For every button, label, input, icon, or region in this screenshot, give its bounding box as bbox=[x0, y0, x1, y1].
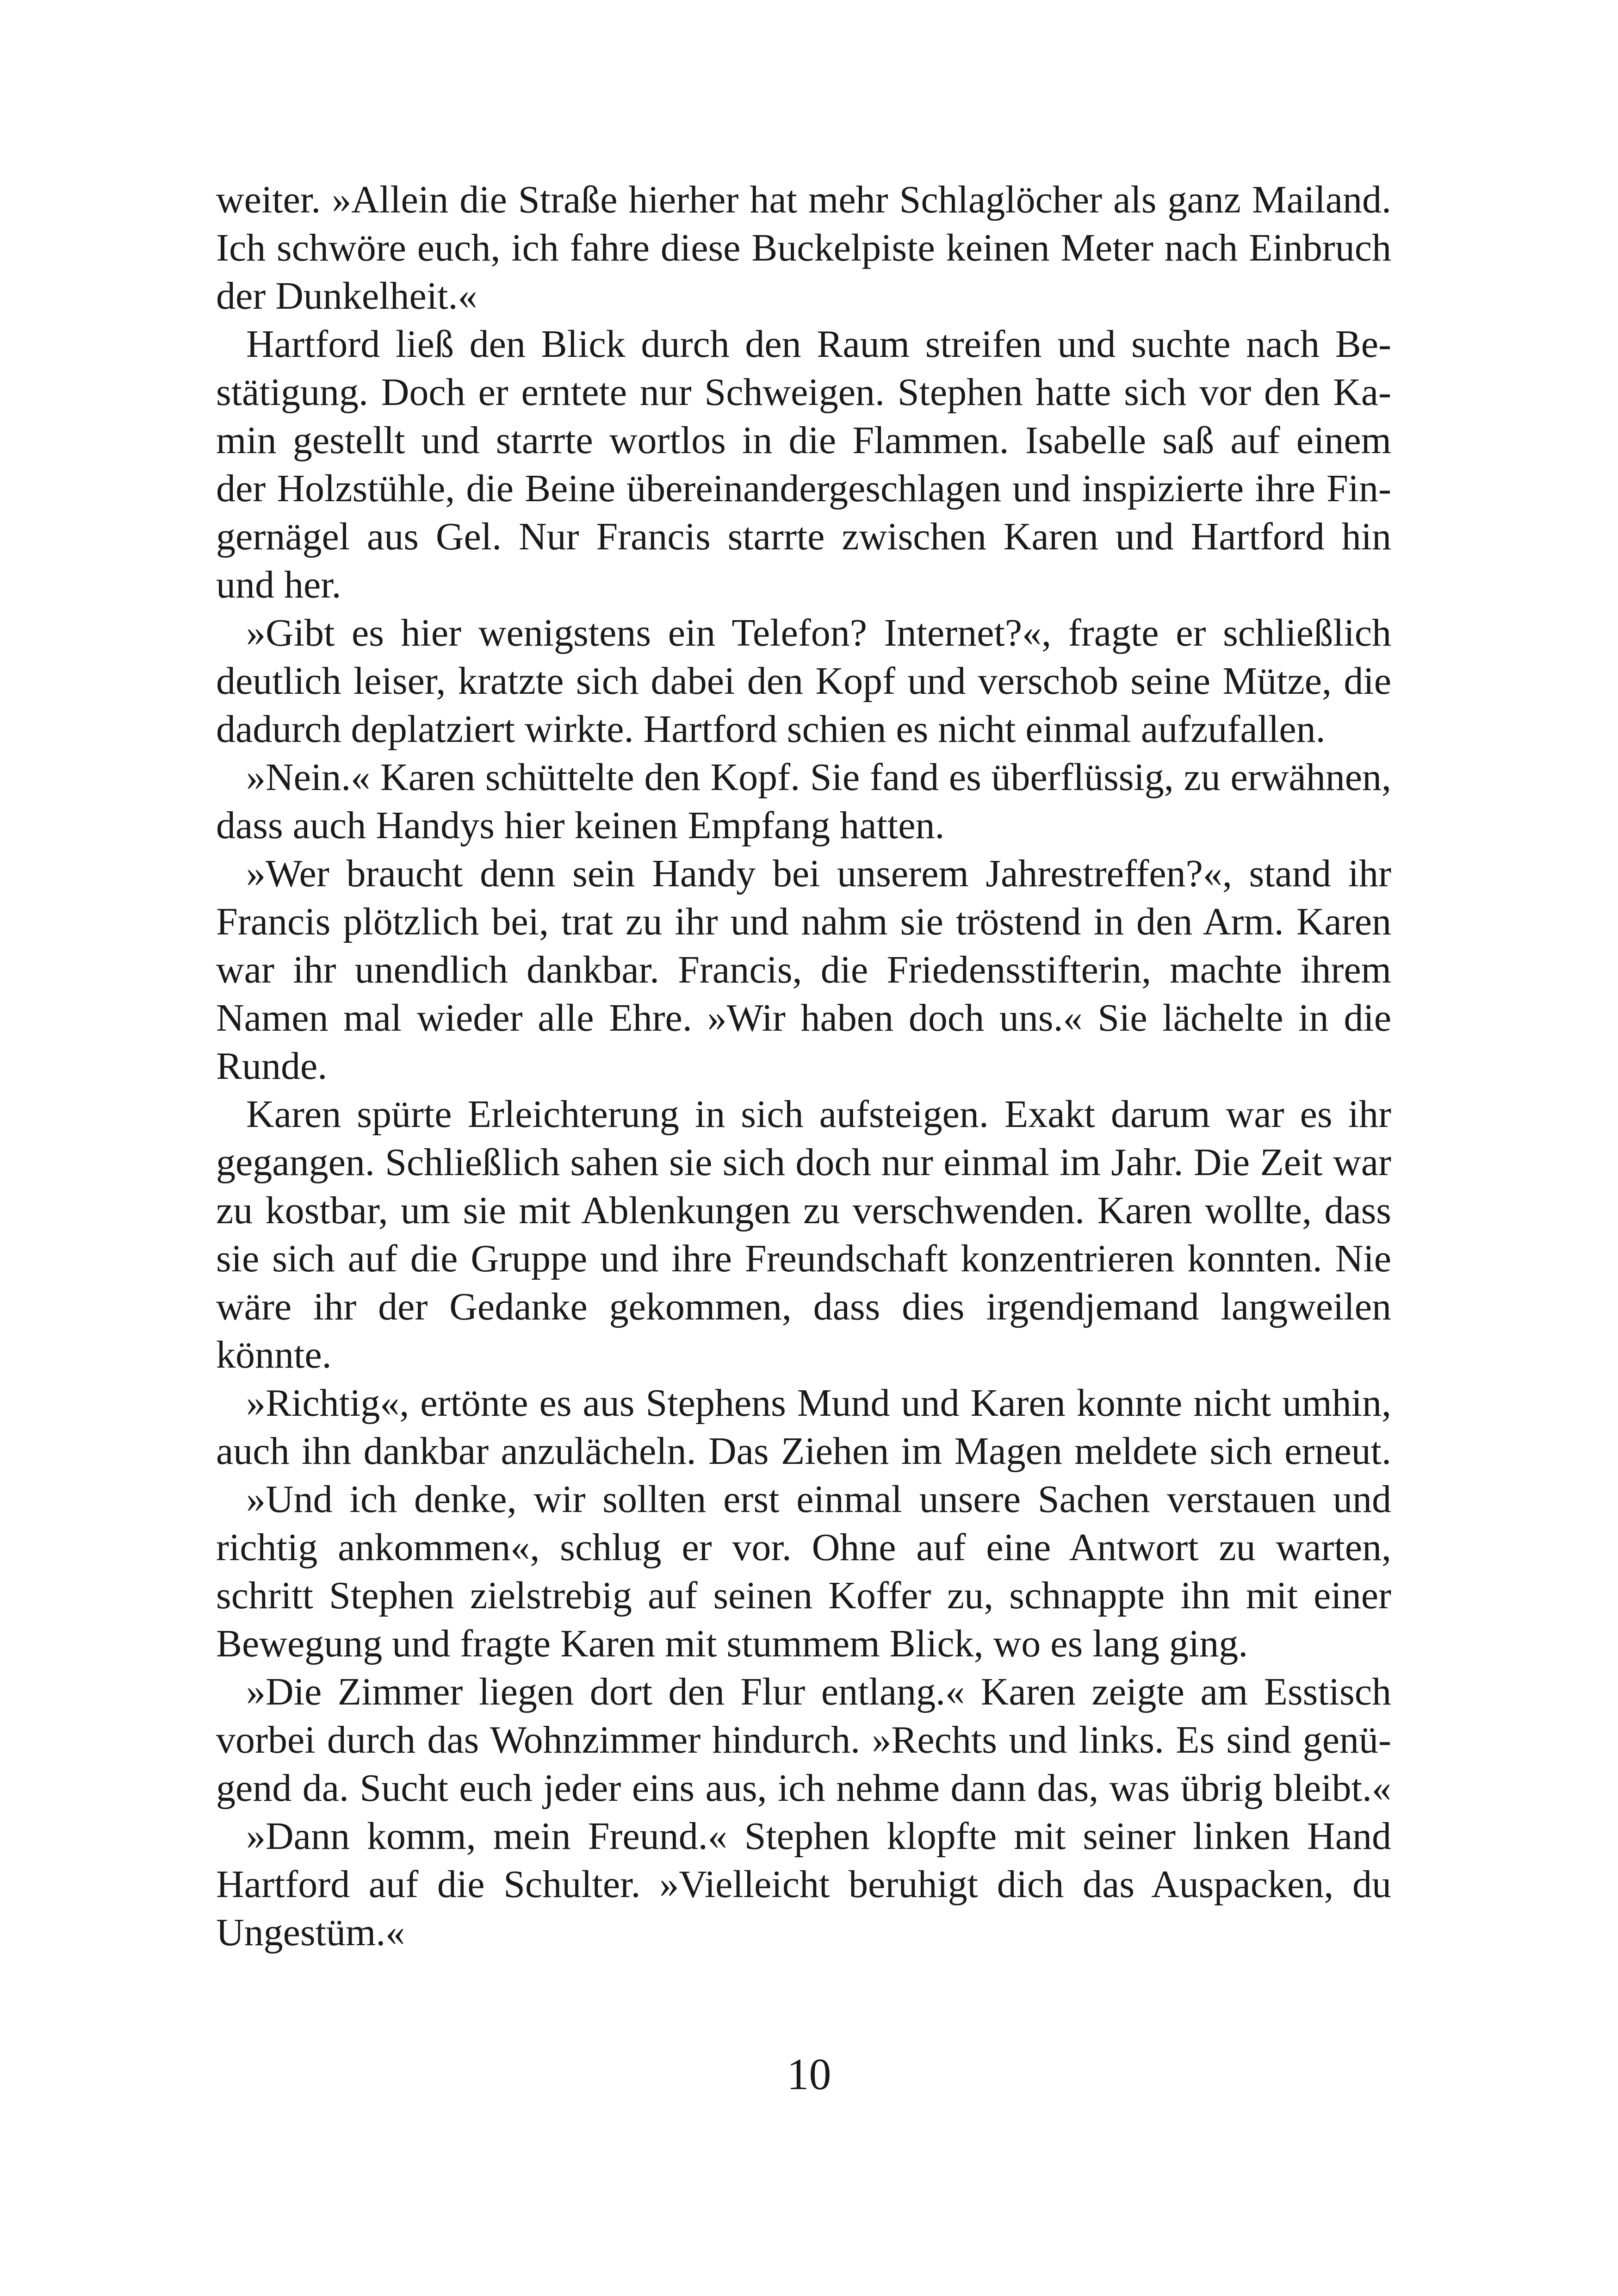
text-line: vorbei durch das Wohnzimmer hindurch. »Rechts und links. Es sind genü- bbox=[216, 1718, 1391, 1761]
text-line: Francis plötzlich bei, trat zu ihr und nahm sie tröstend in den Arm. Karen bbox=[216, 900, 1391, 943]
text-line: Bewegung und fragte Karen mit stummem Blick, wo es lang ging. bbox=[216, 1622, 1248, 1665]
text-line: »Gibt es hier wenigstens ein Telefon? Internet?«, fragte er schließlich bbox=[246, 611, 1391, 654]
text-line: stätigung. Doch er erntete nur Schweigen. Stephen hatte sich vor den Ka- bbox=[216, 371, 1391, 414]
page-number: 10 bbox=[787, 2049, 831, 2099]
text-line: könnte. bbox=[216, 1333, 332, 1376]
text-line: »Nein.« Karen schüttelte den Kopf. Sie fand es überflüssig, zu erwähnen, bbox=[246, 756, 1391, 799]
text-line: auch ihn dankbar anzulächeln. Das Ziehen im Magen meldete sich erneut. bbox=[216, 1430, 1391, 1473]
text-line: Ich schwöre euch, ich fahre diese Buckelpiste keinen Meter nach Einbruch bbox=[216, 226, 1391, 269]
text-line: Hartford ließ den Blick durch den Raum streifen und suchte nach Be- bbox=[246, 323, 1391, 366]
text-line: der Holzstühle, die Beine übereinandergeschlagen und inspizierte ihre Fin- bbox=[216, 467, 1391, 510]
text-line: gend da. Sucht euch jeder eins aus, ich nehme dann das, was übrig bleibt.« bbox=[216, 1767, 1391, 1810]
text-line: dadurch deplatziert wirkte. Hartford schien es nicht einmal aufzufallen. bbox=[216, 708, 1326, 751]
text-line: »Dann komm, mein Freund.« Stephen klopfte mit seiner linken Hand bbox=[246, 1815, 1391, 1858]
text-line: wäre ihr der Gedanke gekommen, dass dies irgendjemand langweilen bbox=[216, 1285, 1391, 1328]
text-line: Ungestüm.« bbox=[216, 1911, 405, 1954]
text-line: Namen mal wieder alle Ehre. »Wir haben doch uns.« Sie lächelte in die bbox=[216, 996, 1391, 1039]
text-line: dass auch Handys hier keinen Empfang hatten. bbox=[216, 804, 945, 847]
text-line: und her. bbox=[216, 563, 341, 606]
text-line: weiter. »Allein die Straße hierher hat mehr Schlaglöcher als ganz Mailand. bbox=[216, 178, 1391, 221]
text-line: »Wer braucht denn sein Handy bei unserem Jahrestreffen?«, stand ihr bbox=[246, 852, 1391, 895]
text-line: »Richtig«, ertönte es aus Stephens Mund und Karen konnte nicht umhin, bbox=[246, 1381, 1391, 1425]
text-line: gegangen. Schließlich sahen sie sich doch nur einmal im Jahr. Die Zeit war bbox=[216, 1141, 1391, 1184]
text-line: deutlich leiser, kratzte sich dabei den Kopf und verschob seine Mütze, die bbox=[216, 660, 1391, 703]
text-line: schritt Stephen zielstrebig auf seinen Koffer zu, schnappte ihn mit einer bbox=[216, 1574, 1391, 1617]
text-line: Hartford auf die Schulter. »Vielleicht beruhigt dich das Auspacken, du bbox=[216, 1863, 1391, 1906]
text-line: »Und ich denke, wir sollten erst einmal unsere Sachen verstauen und bbox=[246, 1478, 1391, 1521]
text-line: gernägel aus Gel. Nur Francis starrte zwischen Karen und Hartford hin bbox=[216, 515, 1391, 558]
text-line: Karen spürte Erleichterung in sich aufsteigen. Exakt darum war es ihr bbox=[246, 1093, 1391, 1136]
text-line: Runde. bbox=[216, 1045, 328, 1088]
text-line: »Die Zimmer liegen dort den Flur entlang.« Karen zeigte am Esstisch bbox=[246, 1670, 1391, 1713]
text-line: min gestellt und starrte wortlos in die Flammen. Isabelle saß auf einem bbox=[216, 419, 1391, 462]
text-line: zu kostbar, um sie mit Ablenkungen zu verschwenden. Karen wollte, dass bbox=[216, 1189, 1391, 1232]
text-line: der Dunkelheit.« bbox=[216, 274, 477, 317]
text-line: war ihr unendlich dankbar. Francis, die Friedensstifterin, machte ihrem bbox=[216, 948, 1391, 991]
text-line: richtig ankommen«, schlug er vor. Ohne auf eine Antwort zu warten, bbox=[216, 1526, 1391, 1569]
text-line: sie sich auf die Gruppe und ihre Freundschaft konzentrieren konnten. Nie bbox=[216, 1237, 1391, 1280]
